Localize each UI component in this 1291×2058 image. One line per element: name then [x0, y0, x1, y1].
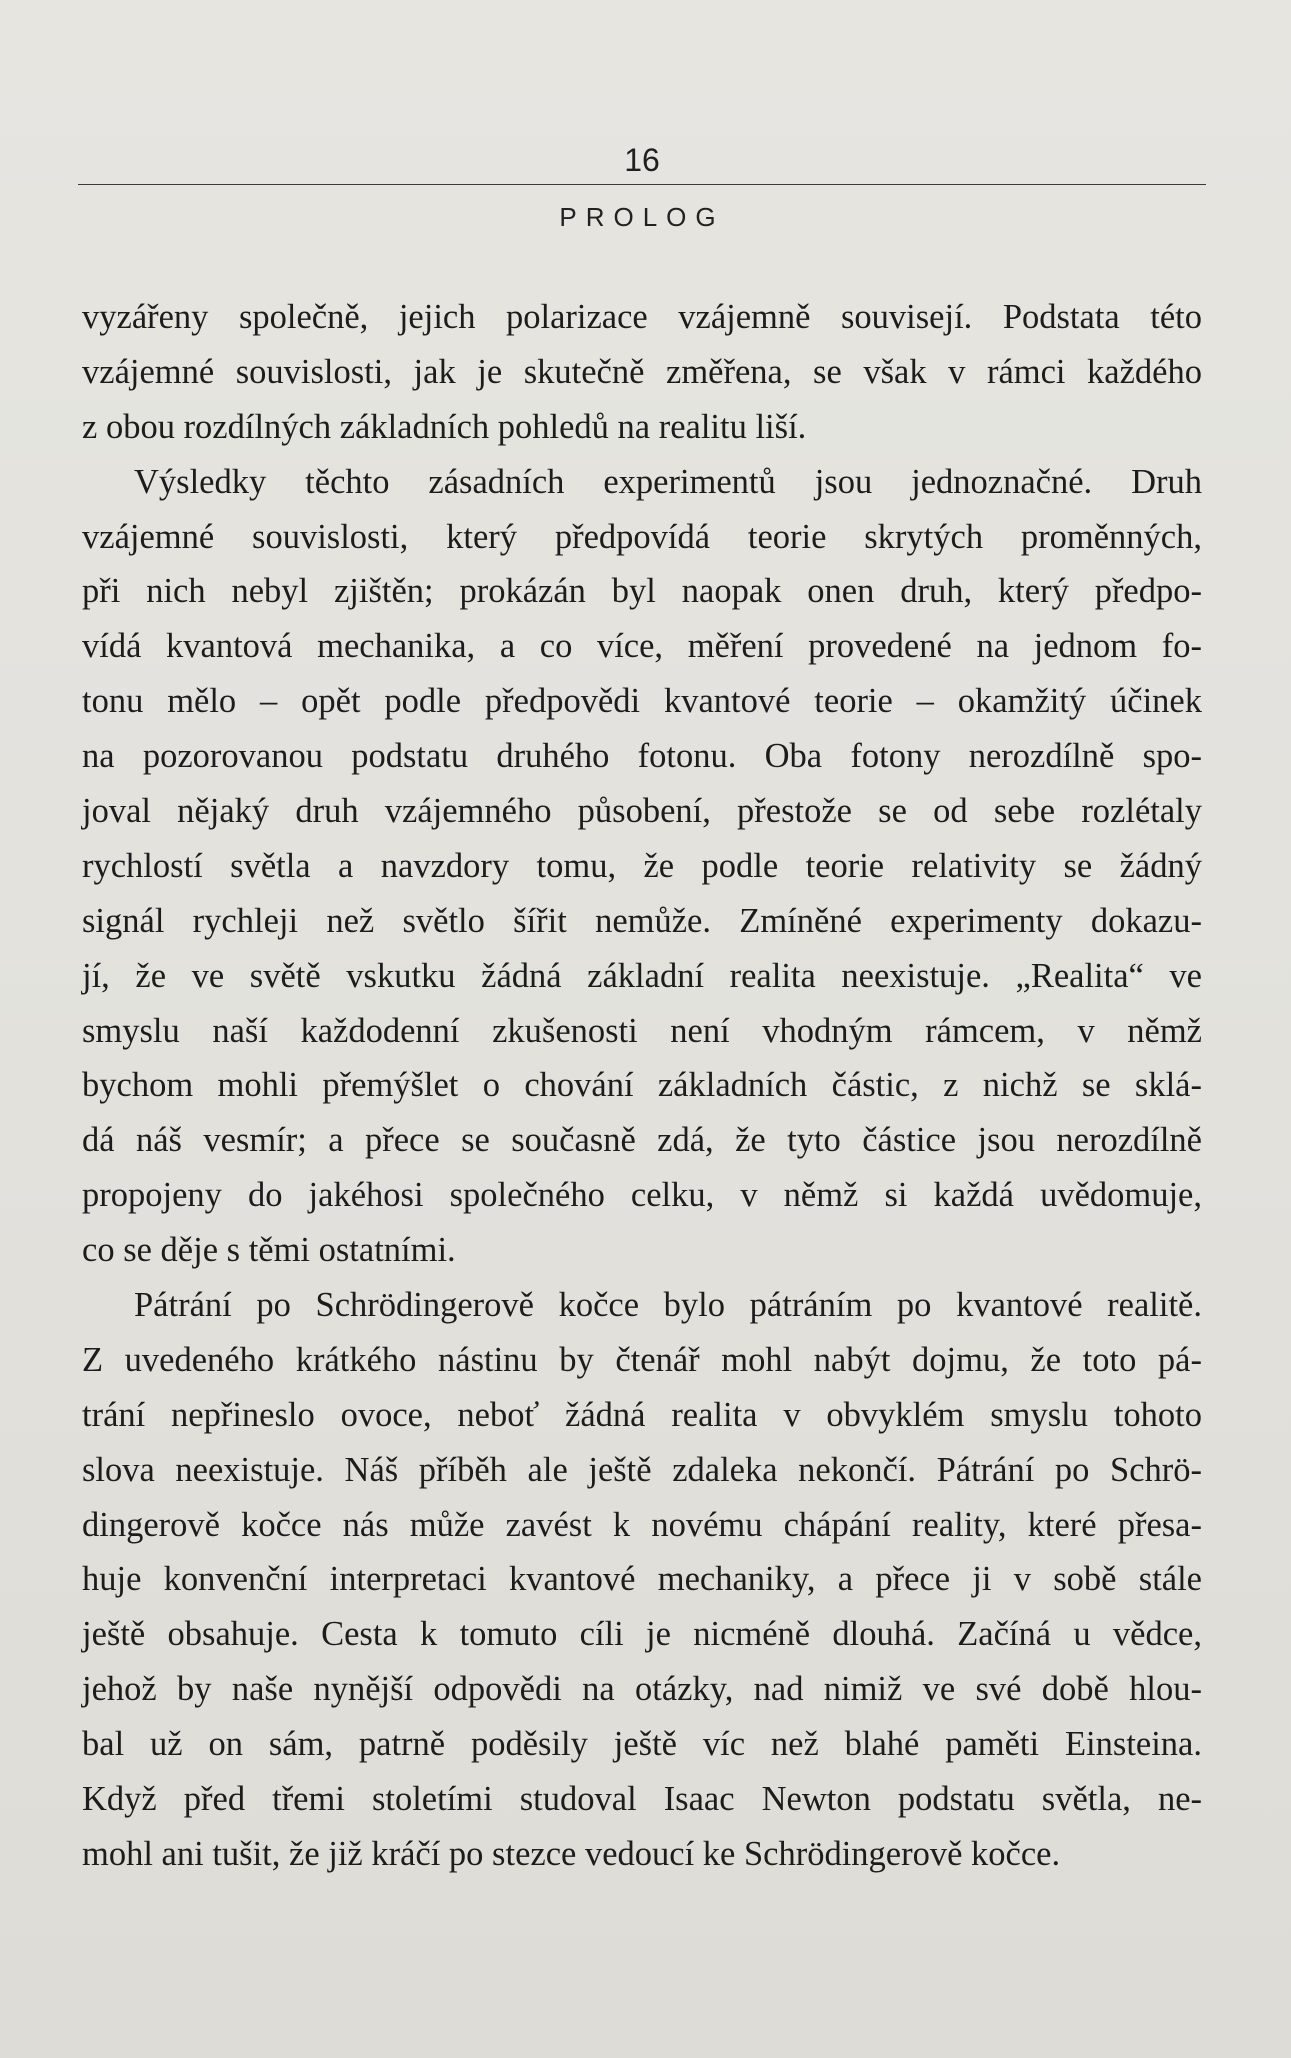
text-line: co se děje s těmi ostatními. [82, 1231, 456, 1270]
text-line: na pozorovanou podstatu druhého fotonu. Oba fotony nerozdílně spo- [82, 737, 1202, 776]
page-number: 16 [624, 142, 660, 178]
paragraph [82, 455, 1202, 1278]
paragraph [82, 1278, 1202, 1882]
text-line: mohl ani tušit, že již kráčí po stezce vedoucí ke Schrödingerově kočce. [82, 1834, 1061, 1873]
text-line: vzájemné souvislosti, jak je skutečně změřena, se však v rámci každého [82, 352, 1202, 391]
text-line: huje konvenční interpretaci kvantové mechaniky, a přece ji v sobě stále [82, 1560, 1202, 1599]
text-line: jí, že ve světě vskutku žádná základní realita neexistuje. „Realita“ ve [82, 956, 1202, 995]
text-line: vzájemné souvislosti, který předpovídá teorie skrytých proměnných, [82, 517, 1202, 556]
text-line: trání nepřineslo ovoce, neboť žádná realita v obvyklém smyslu tohoto [82, 1395, 1202, 1434]
text-line: Pátrání po Schrödingerově kočce bylo pátráním po kvantové realitě. [134, 1286, 1202, 1325]
text-line: Z uvedeného krátkého nástinu by čtenář mohl nabýt dojmu, že toto pá- [82, 1340, 1202, 1379]
text-line: bal už on sám, patrně poděsily ještě víc než blahé paměti Einsteina. [82, 1725, 1202, 1764]
text-line: signál rychleji než světlo šířit nemůže. Zmíněné experimenty dokazu- [82, 901, 1202, 940]
text-line: dá náš vesmír; a přece se současně zdá, že tyto částice jsou nerozdílně [82, 1121, 1202, 1160]
text-line: Výsledky těchto zásadních experimentů jsou jednoznačné. Druh [134, 462, 1202, 501]
text-line: smyslu naší každodenní zkušenosti není vhodným rámcem, v němž [82, 1011, 1202, 1050]
text-line: z obou rozdílných základních pohledů na realitu liší. [82, 407, 807, 446]
running-head: PROLOG [559, 202, 725, 232]
text-line: dingerově kočce nás může zavést k novému chápání reality, které přesa- [82, 1505, 1202, 1544]
header-rule [78, 184, 1206, 185]
text-line: jehož by naše nynější odpovědi na otázky, nad nimiž ve své době hlou- [82, 1670, 1202, 1709]
paragraph [82, 290, 1202, 455]
text-line: propojeny do jakéhosi společného celku, v němž si každá uvědomuje, [82, 1176, 1202, 1215]
text-line: slova neexistuje. Náš příběh ale ještě zdaleka nekončí. Pátrání po Schrö- [82, 1450, 1202, 1489]
text-line: vídá kvantová mechanika, a co více, měření provedené na jednom fo- [82, 627, 1202, 666]
body-text [82, 290, 1202, 1882]
text-line: joval nějaký druh vzájemného působení, přestože se od sebe rozlétaly [82, 792, 1202, 831]
text-line: rychlostí světla a navzdory tomu, že podle teorie relativity se žádný [82, 846, 1202, 885]
text-line: vyzářeny společně, jejich polarizace vzájemně souvisejí. Podstata této [82, 298, 1202, 336]
text-line: při nich nebyl zjištěn; prokázán byl naopak onen druh, který předpo- [82, 572, 1202, 611]
text-line: ještě obsahuje. Cesta k tomuto cíli je nicméně dlouhá. Začíná u vědce, [82, 1615, 1202, 1654]
text-line: tonu mělo – opět podle předpovědi kvantové teorie – okamžitý účinek [82, 682, 1202, 721]
text-line: bychom mohli přemýšlet o chování základních částic, z nichž se sklá- [82, 1066, 1202, 1105]
text-line: Když před třemi stoletími studoval Isaac Newton podstatu světla, ne- [82, 1780, 1202, 1819]
